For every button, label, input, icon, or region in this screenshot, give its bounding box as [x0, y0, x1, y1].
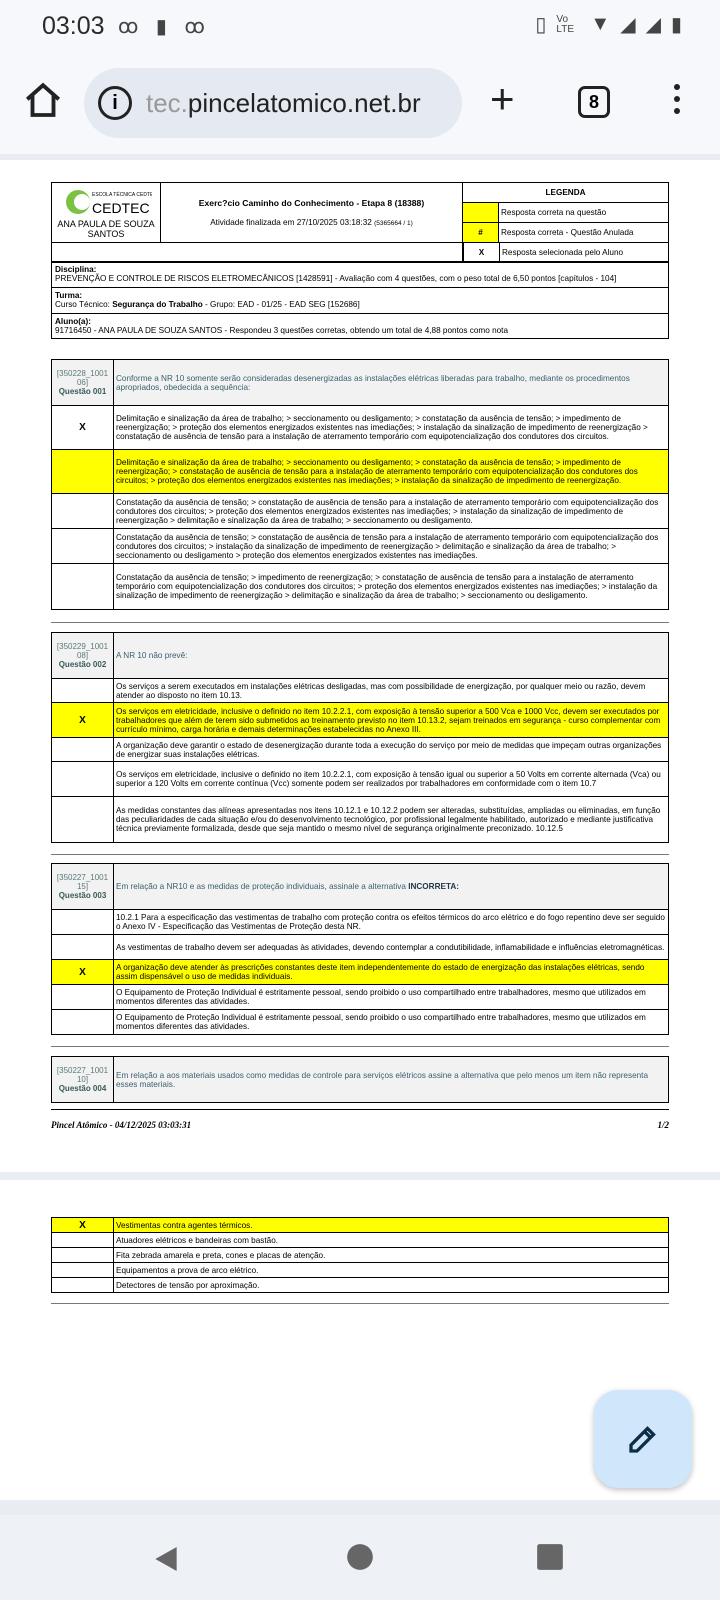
- address-bar[interactable]: [84, 68, 462, 138]
- volte-icon: Vo LTE: [556, 13, 575, 35]
- vibrate-icon: ▯: [535, 14, 547, 36]
- option-mark: [52, 529, 114, 564]
- divider: [51, 622, 669, 623]
- home-icon[interactable]: [22, 80, 64, 122]
- new-tab-icon[interactable]: +: [490, 75, 515, 122]
- url-prefix: tec.: [146, 87, 188, 118]
- option-mark: [52, 797, 114, 843]
- option-mark: [52, 1248, 114, 1263]
- legend-text-1: Resposta correta na questão: [499, 203, 669, 223]
- question-code: [350227_1001 15] Questão 003: [52, 864, 114, 910]
- option-text: Constatação da ausência de tensão; > constatação de ausência de tensão para a instalação de aterramento temporário com equipotencialização dos condutores dos circuitos; > proteção dos elementos energizados existentes nas imediações; > instalação da sinalização de impedimento de reenergização > delimitação e sinalização da área de trabalho; > seccionamento ou desligamento.: [114, 494, 669, 529]
- option-text: 10.2.1 Para a especificação das vestimentas de trabalho com proteção contra os efeitos térmicos do arco elétrico e do fogo repentino deve ser seguido o Anexo IV - Especificação das Vestimentas de Proteção desta NR.: [114, 910, 669, 935]
- option-text: Delimitação e sinalização da área de trabalho; > seccionamento ou desligamento; > constatação da ausência de tensão; > impedimento de reenergização; > constatação de ausência de tensão para a instalação de aterramento temporário com equipotencialização dos condutores dos circuitos; > proteção dos elementos energizados existentes nas imediações; > instalação da sinalização de impedimento de reenergização.: [114, 450, 669, 494]
- option-text: Equipamentos a prova de arco elétrico.: [114, 1263, 669, 1278]
- option-text: Os serviços em eletricidade, inclusive o definido no item 10.2.2.1, com exposição à tensão igual ou superior a 50 Volts em corrente alternada (Vca) ou superior a 120 Volts em corrente contínua (Vcc) somente podem ser realizados por trabalhadores em conformidade com o item 10.7: [114, 762, 669, 797]
- pencil-icon: [625, 1421, 661, 1457]
- browser-toolbar: [0, 56, 720, 154]
- option-mark: [52, 1263, 114, 1278]
- option-mark: [52, 1233, 114, 1248]
- finished-code: (5365664 / 1): [374, 220, 413, 227]
- navigation-bar: [0, 1515, 720, 1600]
- student-name-header: ANA PAULA DE SOUZA SANTOS: [57, 218, 155, 239]
- option-text: Vestimentas contra agentes térmicos.: [114, 1218, 669, 1233]
- option-mark: X: [52, 1218, 114, 1233]
- option-text: Constatação da ausência de tensão; > impedimento de reenergização; > constatação de ausência de tensão para a instalação de aterramento temporário com equipotencialização dos condutores dos circuitos; > proteção dos elementos energizados existentes nas imediações; > instalação da sinalização de impedimento de reenergização > delimitação e sinalização da área de trabalho; > seccionamento ou desligamento.: [114, 564, 669, 610]
- question-table-1: [51, 359, 669, 610]
- turma-course: Segurança do Trabalho: [112, 300, 203, 309]
- option-text: As medidas constantes das alíneas apresentadas nos itens 10.12.1 e 10.12.2 podem ser alteradas, substituídas, ampliadas ou eliminadas, em função das peculiaridades de cada situação e/ou do desenvolvimento tecnológico, por profissional legalmente habilitado, autorizado e mediante justificativa técnica previamente formalizada, desde que seja mantido o mesmo nível de segurança originalmente preconizado. 10.12.5: [114, 797, 669, 843]
- back-icon[interactable]: [150, 1543, 182, 1575]
- battery-icon: ▮: [670, 14, 682, 36]
- voicemail-icon: ꝏ ▮ ꝏ: [118, 16, 211, 38]
- question-code: [350227_1001 10] Questão 004: [52, 1057, 114, 1103]
- question-table-3: [51, 863, 669, 1035]
- aluno-text: 91716450 - ANA PAULA DE SOUZA SANTOS - Respondeu 3 questões corretas, obtendo um total de 4,88 pontos como nota: [55, 326, 509, 335]
- question-table-4: [51, 1056, 669, 1103]
- turma-rest: - Grupo: EAD - 01/25 - EAD SEG [152686]: [205, 300, 360, 309]
- cedtec-logo: [60, 187, 152, 217]
- exercise-title: Exerc?cio Caminho do Conhecimento - Etapa 8 (18388): [198, 198, 425, 208]
- question-code: [350228_1001 06] Questão 001: [52, 360, 114, 406]
- option-mark: [52, 494, 114, 529]
- option-text: Atuadores elétricos e bandeiras com bastão.: [114, 1233, 669, 1248]
- signal-2-icon: ◢: [645, 14, 661, 36]
- more-menu-icon[interactable]: [670, 84, 684, 120]
- url-text: pincelatomico.net.br: [187, 87, 421, 118]
- option-text: O Equipamento de Proteção Individual é estritamente pessoal, sendo proibido o uso compartilhado entre trabalhadores, mesmo que utilizados em momentos diferentes das atividades.: [114, 985, 669, 1010]
- legend-sym-1: [463, 203, 499, 223]
- turma-label: Turma:: [55, 291, 83, 300]
- question-text: Conforme a NR 10 somente serão consideradas desenergizadas as instalações elétricas liberadas para trabalho, mediante os procedimentos apropriados, obedecida a sequência:: [114, 360, 669, 406]
- option-text: Constatação da ausência de tensão; > constatação de ausência de tensão para a instalação de aterramento temporário com equipotencialização dos condutores dos circuitos; > instalação da sinalização de impedimento de reenergização > delimitação e sinalização da área de trabalho; > seccionamento ou desligamento > proteção dos elementos energizados existentes nas imediações.: [114, 529, 669, 564]
- option-mark: [52, 910, 114, 935]
- legend-row-3: [463, 242, 669, 262]
- option-text: Os serviços a serem executados em instalações elétricas desligadas, mas com possibilidade de energização, por qualquer meio ou razão, devem atender ao disposto no item 10.13.: [114, 679, 669, 703]
- question-code: [350229_1001 08] Questão 002: [52, 633, 114, 679]
- divider: [51, 1109, 669, 1110]
- option-mark: [52, 564, 114, 610]
- wifi-icon: ▼: [590, 13, 611, 35]
- option-mark: [52, 1010, 114, 1035]
- school-name: ESCOLA TÉCNICA CEDTEC: [92, 191, 152, 198]
- option-text: Delimitação e sinalização da área de trabalho; > seccionamento ou desligamento; > constatação da ausência de tensão; > impedimento de reenergização; > proteção dos elementos energizados existentes nas imediações; > instalação da sinalização de impedimento de reenergização > constatação de ausência de tensão para a instalação de aterramento temporário com equipotencialização dos condutores dos circuitos.: [114, 406, 669, 450]
- school-logo-cell: [52, 183, 161, 243]
- option-text: Os serviços em eletricidade, inclusive o definido no item 10.2.2.1, com exposição à tensão superior a 500 Vca e 1000 Vcc, devem ser executados por trabalhadores que além de terem sido submetidos ao treinamento previsto no item 10.13.2, sejam treinados em segurança - curso complementar com currículo mínimo, carga horária e demais determinações estabelecidas no Anexo III.: [114, 703, 669, 738]
- question-table-2: [51, 632, 669, 843]
- option-mark: X: [52, 703, 114, 738]
- question-text: Em relação a NR10 e as medidas de proteção individuais, assinale a alternativa INCORRETA:: [114, 864, 669, 910]
- finished-date: Atividade finalizada em 27/10/2025 03:18:32: [210, 218, 372, 227]
- legend-text-3: Resposta selecionada pelo Aluno: [500, 243, 669, 262]
- divider: [51, 1046, 669, 1047]
- info-icon[interactable]: i: [98, 86, 132, 120]
- status-bar: [0, 0, 720, 56]
- option-text: A organização deve garantir o estado de desenergização durante toda a execução do serviço por meio de medidas que impeçam outras organizações de energizar suas instalações elétricas.: [114, 738, 669, 762]
- legend-text-2: Resposta correta - Questão Anulada: [499, 223, 669, 243]
- option-mark: [52, 762, 114, 797]
- divider: [51, 1303, 669, 1304]
- school-short: CEDTEC: [92, 199, 150, 216]
- recents-icon[interactable]: [536, 1543, 564, 1571]
- option-text: Detectores de tensão por aproximação.: [114, 1278, 669, 1293]
- status-time: 03:03: [42, 12, 105, 40]
- option-mark: [52, 450, 114, 494]
- option-text: O Equipamento de Proteção Individual é estritamente pessoal, sendo proibido o uso compartilhado entre trabalhadores, mesmo que utilizados em momentos diferentes das atividades.: [114, 1010, 669, 1035]
- divider: [51, 854, 669, 855]
- legend-title: LEGENDA: [463, 183, 669, 203]
- legend-sym-2: #: [463, 223, 499, 243]
- footer-right: 1/2: [657, 1120, 669, 1130]
- turma-pre: Curso Técnico:: [55, 300, 110, 309]
- disciplina-label: Disciplina:: [55, 265, 97, 274]
- question-text: Em relação a aos materiais usados como medidas de controle para serviços elétricos assine a alternativa que pelo menos um item não representa esses materiais.: [114, 1057, 669, 1103]
- title-cell: [161, 183, 463, 243]
- option-mark: [52, 1278, 114, 1293]
- option-text: As vestimentas de trabalho devem ser adequadas às atividades, devendo contemplar a condutibilidade, inflamabilidade e influências eletromagnéticas.: [114, 935, 669, 960]
- aluno-label: Aluno(a):: [55, 317, 91, 326]
- option-mark: X: [52, 960, 114, 985]
- question-text: A NR 10 não prevê:: [114, 633, 669, 679]
- option-mark: X: [52, 406, 114, 450]
- tab-count-button[interactable]: 8: [578, 86, 610, 118]
- edit-fab-button[interactable]: [594, 1390, 692, 1488]
- info-table: [51, 261, 669, 339]
- option-mark: [52, 985, 114, 1010]
- option-mark: [52, 679, 114, 703]
- signal-icon: ◢: [620, 14, 636, 36]
- option-text: Fita zebrada amarela e preta, cones e placas de atenção.: [114, 1248, 669, 1263]
- option-mark: [52, 738, 114, 762]
- footer-left: Pincel Atômico - 04/12/2025 03:03:31: [51, 1120, 192, 1130]
- option-mark: [52, 935, 114, 960]
- pdf-page-1: [0, 160, 720, 1172]
- home-nav-icon[interactable]: [346, 1543, 374, 1571]
- disciplina-text: PREVENÇÃO E CONTROLE DE RISCOS ELETROMECÂNICOS [1428591] - Avaliação com 4 questões, com o peso total de 6,50 pontos [capítulos - 104]: [55, 274, 617, 283]
- option-text: A organização deve atender às prescrições constantes deste item independentemente do estado de energização das instalações elétricas, sendo assim dispensável o uso de medidas individuais.: [114, 960, 669, 985]
- page-footer: [51, 1120, 669, 1130]
- question-4-options: [51, 1217, 669, 1293]
- legend-sym-3: X: [464, 243, 500, 262]
